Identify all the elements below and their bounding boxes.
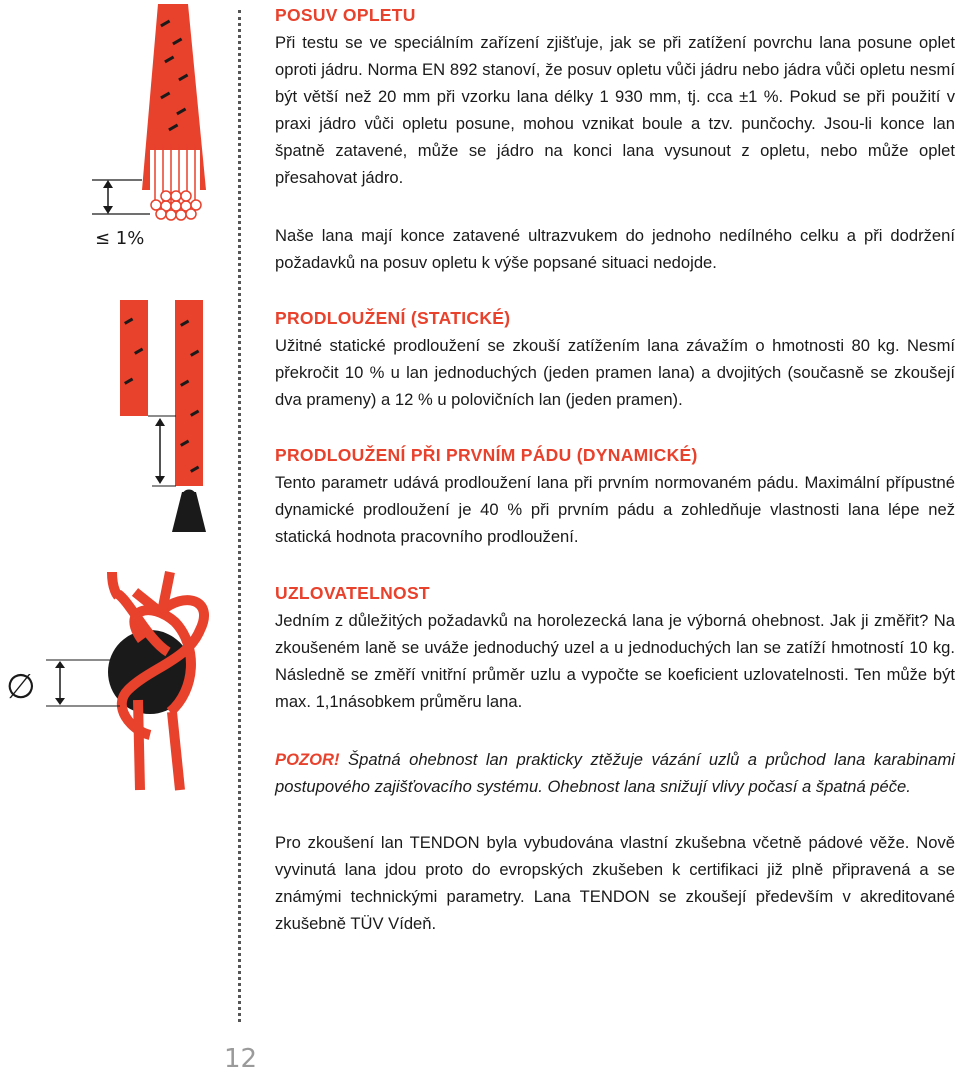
paragraph: Při testu se ve speciálním zařízení zjišťuje, jak se při zatížení povrchu lana posune oplet oproti jádru. Norma EN 892 stanoví, že posuv opletu vůči jádru nebo jádra vůči opletu nesmí být větší než 20 mm při vzorku lana délky 1 930 mm, tj. cca ±1 %. Pokud se při použití v praxi jádro vůči opletu posune, mohou vznikat boule a tzv. punčochy. Jsou-li konce lan špatně zatavené, může se jádro na konci lana vysunout z opletu, nebo může oplet přesahovat jádro. bbox=[275, 33, 955, 187]
section-static-elongation bbox=[275, 305, 955, 413]
slip-percentage-label: ≤ 1% bbox=[95, 228, 145, 249]
rope-sheath-slip-illustration bbox=[92, 4, 206, 220]
diameter-symbol: ∅ bbox=[6, 667, 36, 707]
section-title-sheath-slip: POSUV OPLETU bbox=[275, 5, 416, 25]
paragraph: Pro zkoušení lan TENDON byla vybudována vlastní zkušebna včetně pádové věže. Nově vyvinutá lana jdou proto do evropských zkušeben k certifikaci již plně připravená a se známými technickými parametry. Lana TENDON se zkoušejí především v akreditované zkušebně TÜV Vídeň. bbox=[275, 833, 955, 933]
paragraph: Jedním z důležitých požadavků na horolezecká lana je výborná ohebnost. Jak ji změřit? Na zkoušeném laně se uváže jednoduchý uzel a u jednoduchých lan se zatíží hmotností 10 kg. Následně se změří vnitřní průměr uzlu a vypočte se koeficient uzlovatelnosti. Ten může být max. 1,1násobkem průměru lana. bbox=[275, 611, 955, 711]
section-dynamic-elongation bbox=[275, 442, 955, 550]
paragraph: Naše lana mají konce zatavené ultrazvukem do jednoho nedílného celku a při dodržení požadavků na posuv opletu k výše popsané situaci nedojde. bbox=[275, 226, 955, 272]
section-title-dynamic-elongation: PRODLOUŽENÍ PŘI PRVNÍM PÁDU (DYNAMICKÉ) bbox=[275, 445, 698, 465]
section-sheath-slip-note bbox=[275, 222, 955, 276]
warning-label: POZOR! bbox=[275, 750, 340, 769]
page-number: 12 bbox=[224, 1044, 258, 1074]
paragraph: Užitné statické prodloužení se zkouší zatížením lana závažím o hmotnosti 80 kg. Nesmí překročit 10 % u lan jednoduchých (jeden pramen lana) a dvojitých (současně se zkoušejí dva prameny) a 12 % u polovičních lan (jeden pramen). bbox=[275, 336, 955, 409]
paragraph: Tento parametr udává prodloužení lana při prvním normovaném pádu. Maximální přípustné dynamické prodloužení je 40 % při prvním pádu a zohledňuje vlastnosti lana lépe než statická hodnota pracovního prodloužení. bbox=[275, 473, 955, 546]
section-title-static-elongation: PRODLOUŽENÍ (STATICKÉ) bbox=[275, 308, 511, 328]
section-tendon-testing bbox=[275, 829, 955, 937]
dotted-divider bbox=[238, 10, 241, 1022]
warning-text: Špatná ohebnost lan prakticky ztěžuje vázání uzlů a průchod lana karabinami postupového zajišťovacího systému. Ohebnost lana snižují vlivy počasí a špatná péče. bbox=[275, 750, 955, 796]
knot-illustration bbox=[46, 572, 204, 790]
illustration-column bbox=[0, 0, 240, 1076]
warning-paragraph bbox=[275, 746, 955, 800]
section-knotability bbox=[275, 580, 955, 715]
warning-note bbox=[275, 746, 955, 800]
section-sheath-slip bbox=[275, 2, 955, 191]
section-title-knotability: UZLOVATELNOST bbox=[275, 583, 430, 603]
rope-static-elongation-illustration bbox=[120, 300, 206, 532]
